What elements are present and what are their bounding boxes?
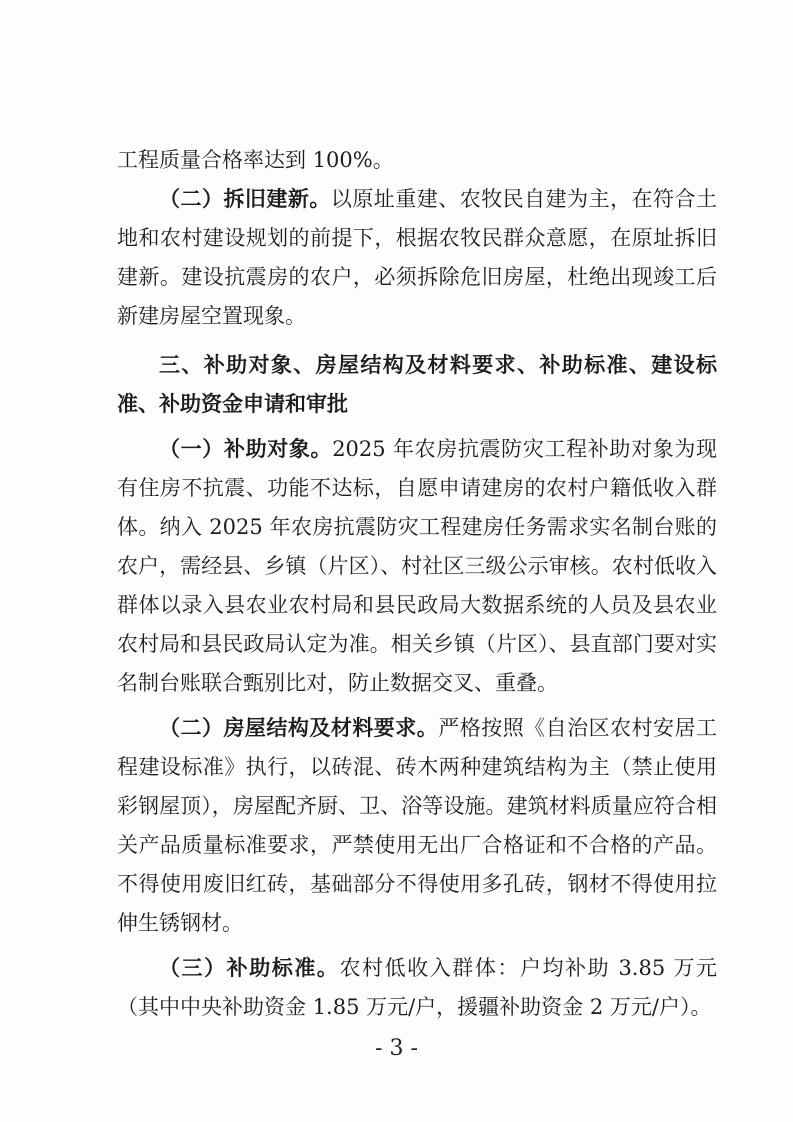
paragraph-demolish-rebuild — [117, 180, 717, 336]
paragraph-body: 以原址重建、农牧民自建为主，在符合土地和农村建设规划的前提下，根据农牧民群众意愿，在原址拆旧建新。建设抗震房的农户，必须拆除危旧房屋，杜绝出现竣工后新建房屋空置现象。 — [117, 187, 718, 328]
page-number: - 3 - — [375, 1036, 418, 1061]
section-heading-three: 三、补助对象、房屋结构及材料要求、补助标准、建设标准、补助资金申请和审批 — [117, 353, 717, 416]
paragraph-subsidy-standard — [117, 949, 717, 1027]
paragraph-body: 严格按照《自治区农村安居工程建设标准》执行，以砖混、砖木两种建筑结构为主（禁止使用彩钢屋顶），房屋配齐厨、卫、浴等设施。建筑材料质量应符合相关产品质量标准要求，严禁使用无出厂合格证和不合格的产品。不得使用废旧红砖，基础部分不得使用多孔砖，钢材不得使用拉伸生锈钢材。 — [117, 716, 718, 935]
paragraph-body: 农村低收入群体：户均补助 3.85 万元（其中中央补助资金 1.85 万元/户，援疆补助资金 2 万元/户）。 — [117, 956, 717, 1019]
paragraph-body: 2025 年农房抗震防灾工程补助对象为现有住房不抗震、功能不达标，自愿申请建房的农村户籍低收入群体。纳入 2025 年农房抗震防灾工程建房任务需求实名制台账的农户，需经县、乡镇（片区）、村社区三级公示审核。农村低收入群体以录入县农业农村局和县民政局大数据系统的人员及县农业农村局和县民政局认定为准。相关乡镇（片区）、县直部门要对实名制台账联合甄别比对，防止数据交叉、重叠。 — [117, 437, 718, 695]
paragraph-heading: （三）补助标准。 — [159, 956, 340, 980]
paragraph-heading: （二）拆旧建新。 — [159, 187, 331, 211]
paragraph-continuation: 工程质量合格率达到 100%。 — [117, 148, 394, 172]
paragraph-subsidy-target — [117, 430, 717, 703]
paragraph-heading: （二）房屋结构及材料要求。 — [159, 716, 439, 740]
paragraph-structure-materials — [117, 709, 717, 943]
body-text — [117, 141, 717, 1027]
paragraph-heading: （一）补助对象。 — [159, 437, 333, 461]
